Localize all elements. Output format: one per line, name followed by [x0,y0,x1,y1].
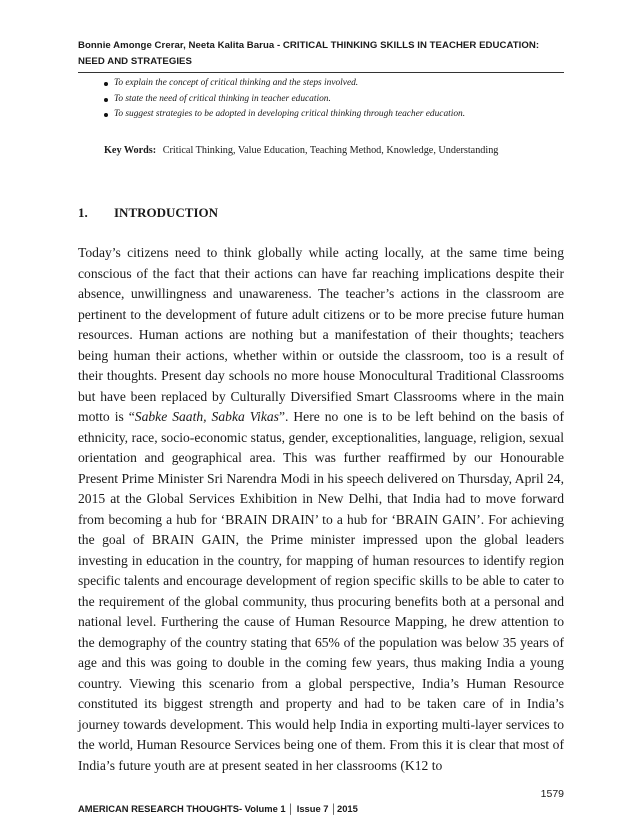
keywords-block [104,142,536,159]
keywords-label: Key Words: [104,145,157,156]
keywords-text: Critical Thinking, Value Education, Teaching Method, Knowledge, Understanding [162,145,499,156]
section-title: INTRODUCTION [114,205,219,220]
body-text-part1: Today’s citizens need to think globally while acting locally, at the same time being conscious of the fact that their actions can have far reaching implications despite their absence, unwillingness and unawareness. The teacher’s actions in the classroom are pertinent to the development of future adult citizens or to be more precise future human resources. Human actions are nothing but a manifestation of their thoughts; teachers being human their actions, whether within or outside the classroom, too is a result of their thoughts. Present day schools no more house Monocultural Traditional Classrooms but have been replaced by Culturally Diversified Smart Classrooms where in the main motto is “ [78,245,564,424]
running-header: Bonnie Amonge Crerar, Neeta Kalita Barua - CRITICAL THINKING SKILLS IN TEACHER EDUCATION: NEED AND STRATEGIES [78,40,540,67]
body-text-part2: ”. Here no one is to be left behind on the basis of ethnicity, race, socio-economic status, gender, exceptionalities, language, religion, sexual orientation and geographical area. This was further reaffirmed by our Honourable Present Prime Minister Sri Narendra Modi in his speech delivered on Thursday, April 24, 2015 at the Global Services Exhibition in New Delhi, that India had to move forward from becoming a hub for ‘BRAIN DRAIN’ to a hub for ‘BRAIN GAIN’. For achieving the goal of BRAIN GAIN, the Prime minister impressed upon the global leaders investing in education in the country, for mapping of human resources to identify region specific talents and encourage development of region specific skills to be able to cater to the requirement of the global community, thus procuring benefits both at a personal and national level. Furthering the cause of Human Resource Mapping, he drew attention to the demography of the country stating that 65% of the population was below 35 years of age and this was going to double in the coming few years, thus making India a young country. Viewing this scenario from a global perspective, India’s Human Resource constituted its biggest strength and property and had to be taken care of in India’s journey towards development. This would help India in exporting multi-layer services to the world, Human Resource Services being one of them. From this it is clear that most of India’s future youth are at present seated in her classrooms (K12 to [78,409,565,773]
section-heading [78,205,478,221]
objective-item: To explain the concept of critical thinking and the steps involved. [104,76,564,92]
body-paragraph [78,243,564,776]
objectives-list [104,76,564,123]
motto-text: Sabke Saath, Sabka Vikas [134,409,279,424]
objective-item: To state the need of critical thinking in teacher education. [104,92,564,108]
header-rule [78,72,564,73]
page-number: 1579 [540,788,564,800]
journal-footer: AMERICAN RESEARCH THOUGHTS- Volume 1 │ Issue 7 │2015 [78,803,358,814]
objective-item: To suggest strategies to be adopted in developing critical thinking through teacher education. [104,107,564,123]
section-number: 1. [78,205,88,220]
